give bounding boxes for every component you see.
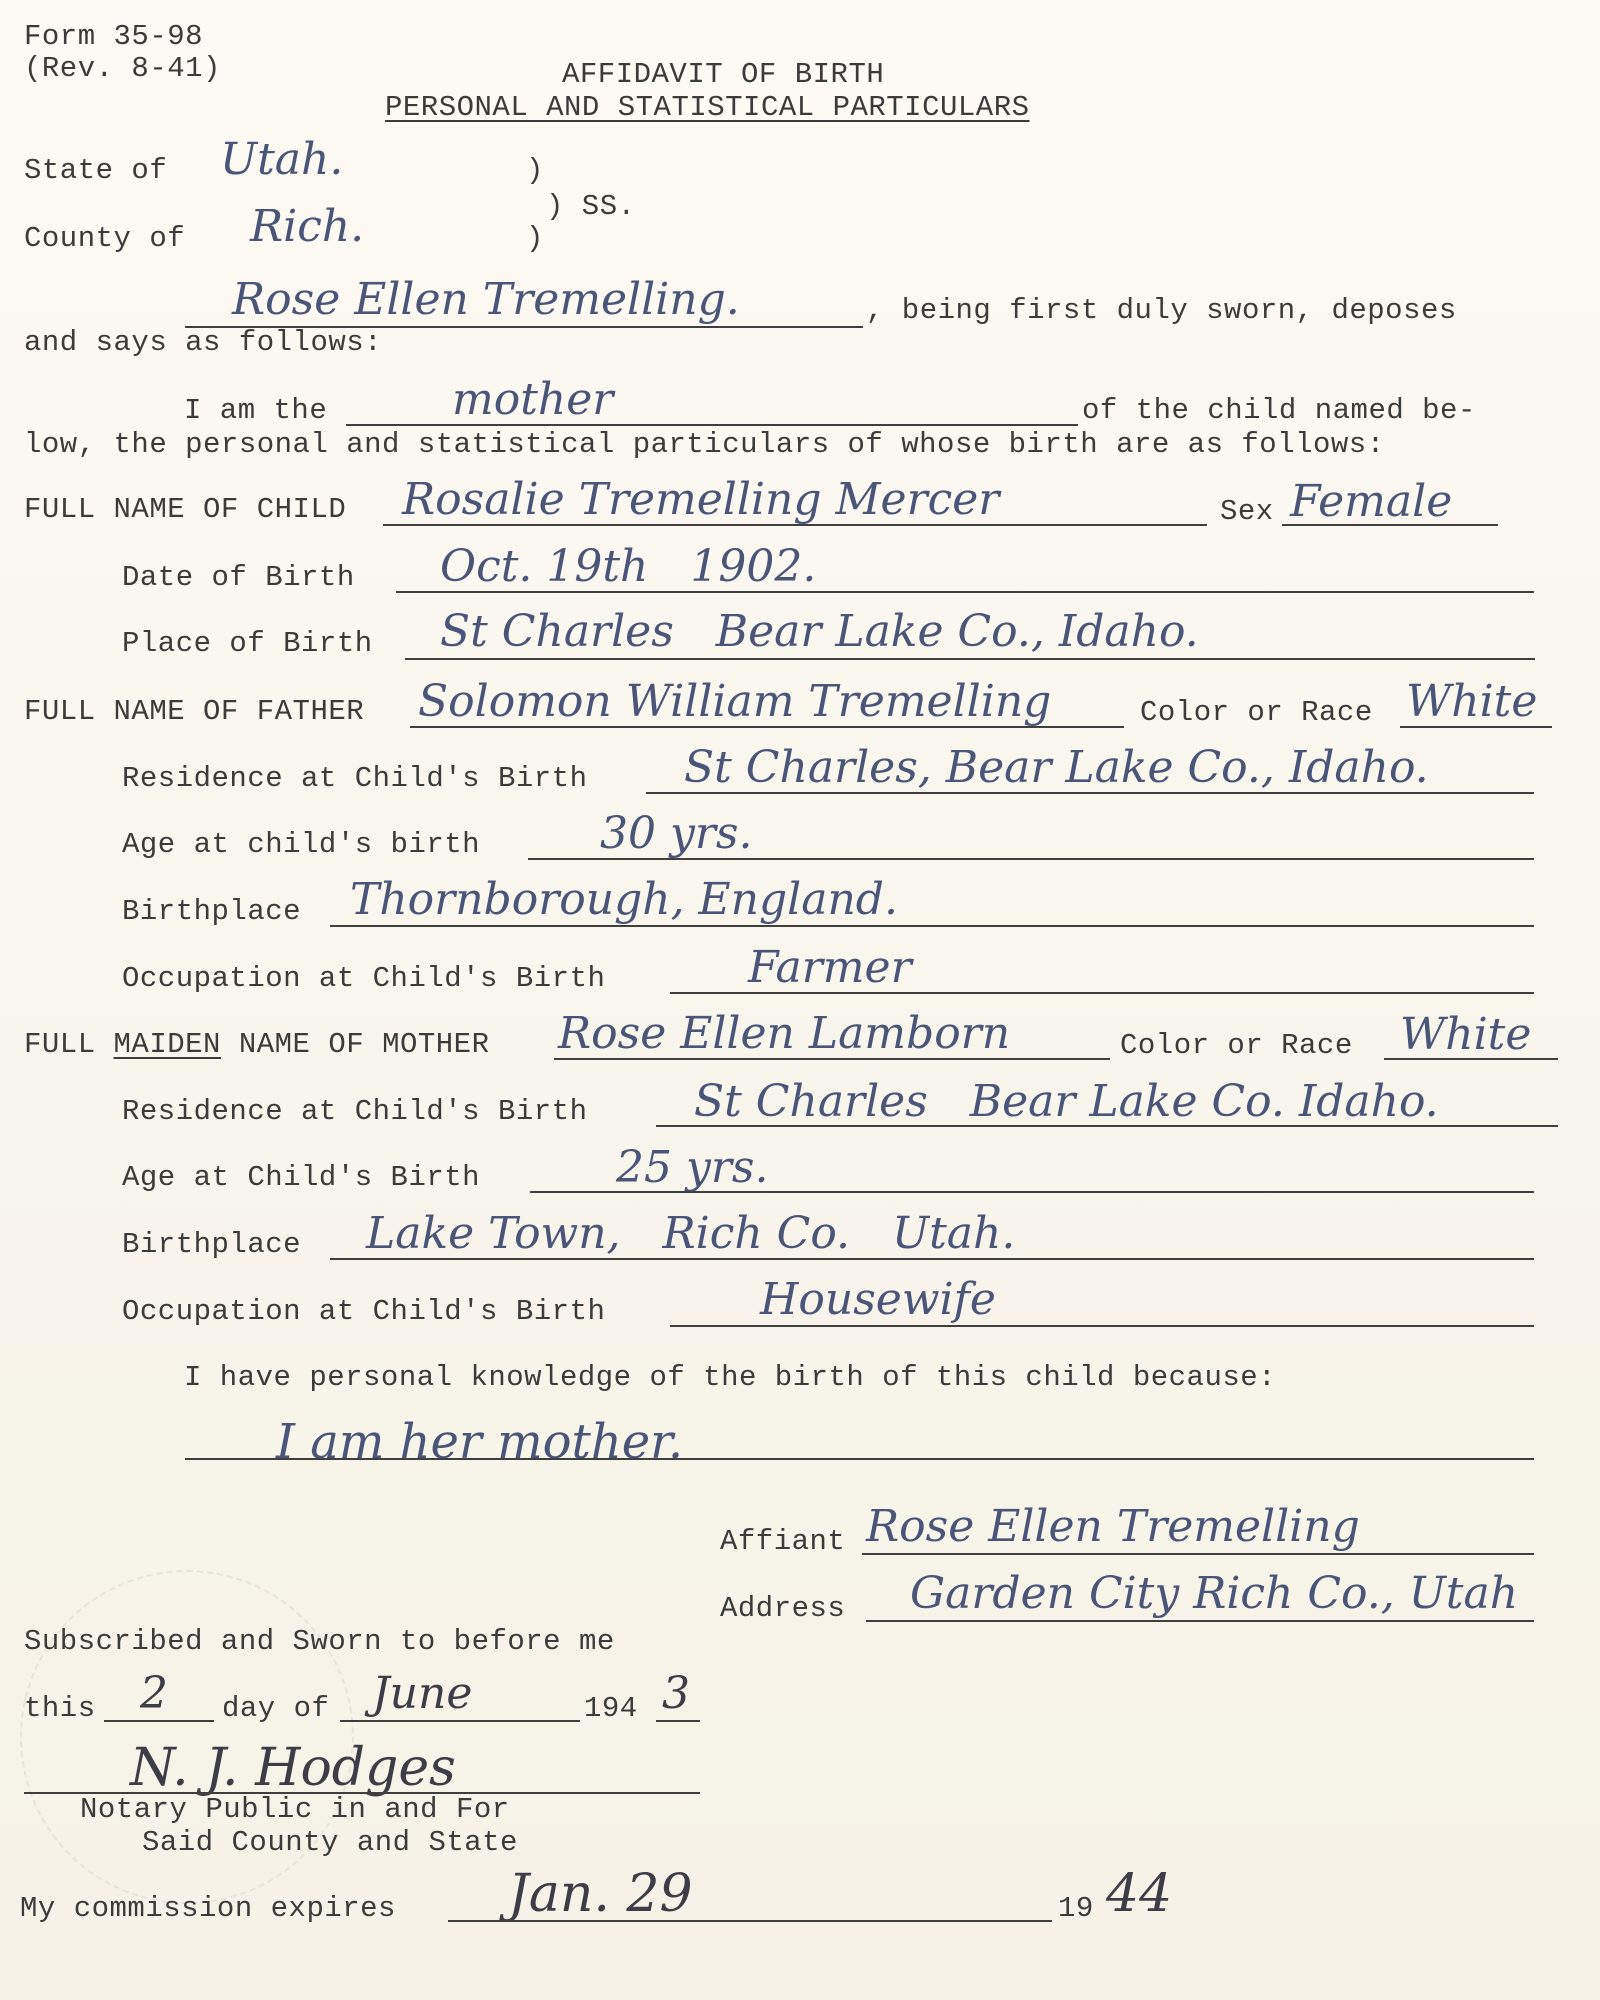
commission-label: My commission expires (20, 1892, 396, 1925)
relation-line (346, 424, 1078, 426)
address-label: Address (720, 1592, 846, 1625)
commission-year-digits: 44 (1106, 1864, 1173, 1924)
mother-birthplace-value: Lake Town, Rich Co. Utah. (366, 1208, 1016, 1259)
father-age-label: Age at child's birth (122, 828, 481, 861)
ss-label: ) SS. (546, 190, 636, 223)
deponent-text-2: and says as follows: (24, 326, 383, 359)
mother-race-line (1384, 1058, 1558, 1060)
mother-occupation-line (670, 1325, 1534, 1327)
father-birthplace-line (330, 925, 1534, 927)
relation-suffix: of the child named be- (1082, 394, 1476, 427)
commission-year-prefix: 19 (1058, 1892, 1094, 1925)
jurat-day-of: day of (222, 1692, 330, 1725)
mother-birthplace-line (330, 1258, 1534, 1260)
mother-occupation-value: Housewife (760, 1274, 996, 1325)
jurat-year-prefix: 194 (584, 1692, 638, 1725)
relation-line-2: low, the personal and statistical particulars of whose birth are as follows: (24, 428, 1385, 461)
father-birthplace-value: Thornborough, England. (350, 874, 898, 925)
jurat-this: this (24, 1692, 96, 1725)
bracket-bottom: ) (526, 222, 544, 255)
father-name-line (410, 726, 1124, 728)
child-pob-line (405, 658, 1535, 660)
affiant-label: Affiant (720, 1525, 846, 1558)
father-age-value: 30 yrs. (600, 808, 753, 859)
county-value: Rich. (250, 201, 365, 252)
bracket-top: ) (526, 154, 544, 187)
mother-age-label: Age at Child's Birth (122, 1161, 481, 1194)
child-sex-line (1282, 524, 1498, 526)
mother-race-value: White (1400, 1009, 1532, 1060)
jurat-day-value: 2 (140, 1668, 168, 1719)
child-sex-label: Sex (1220, 495, 1274, 528)
jurat-month-line (340, 1720, 580, 1722)
knowledge-value: I am her mother. (276, 1414, 684, 1470)
mother-name-line (554, 1058, 1110, 1060)
knowledge-label: I have personal knowledge of the birth of this child because: (184, 1361, 1277, 1394)
father-occupation-label: Occupation at Child's Birth (122, 962, 606, 995)
state-value: Utah. (220, 134, 344, 185)
child-sex-value: Female (1290, 476, 1453, 527)
notary-title-2: Said County and State (142, 1826, 518, 1859)
mother-residence-label: Residence at Child's Birth (122, 1095, 588, 1128)
child-name-label: FULL NAME OF CHILD (24, 493, 347, 526)
relation-value: mother (452, 374, 614, 425)
child-dob-value: Oct. 19th 1902. (440, 541, 817, 592)
document-subtitle: PERSONAL AND STATISTICAL PARTICULARS (385, 91, 1030, 124)
county-label: County of (24, 222, 186, 255)
father-residence-label: Residence at Child's Birth (122, 762, 588, 795)
father-residence-value: St Charles, Bear Lake Co., Idaho. (684, 742, 1429, 793)
mother-race-label: Color or Race (1120, 1029, 1353, 1062)
father-age-line (528, 858, 1534, 860)
father-occupation-line (670, 992, 1534, 994)
mother-birthplace-label: Birthplace (122, 1228, 302, 1261)
father-race-label: Color or Race (1140, 696, 1373, 729)
jurat-year-line (656, 1720, 700, 1722)
father-birthplace-label: Birthplace (122, 895, 302, 928)
deponent-name: Rose Ellen Tremelling. (232, 274, 740, 325)
affiant-signature: Rose Ellen Tremelling (866, 1501, 1360, 1552)
affiant-line (862, 1553, 1534, 1555)
form-revision: (Rev. 8-41) (24, 52, 221, 85)
father-occupation-value: Farmer (748, 942, 912, 993)
relation-prefix: I am the (184, 394, 328, 427)
child-pob-label: Place of Birth (122, 627, 373, 660)
commission-date-line (448, 1920, 1052, 1922)
father-race-value: White (1406, 676, 1538, 727)
document-title: AFFIDAVIT OF BIRTH (562, 58, 885, 91)
mother-age-value: 25 yrs. (616, 1142, 769, 1193)
child-dob-line (396, 591, 1534, 593)
notary-signature: N. J. Hodges (130, 1738, 456, 1798)
jurat-year-digit: 3 (662, 1668, 690, 1719)
address-value: Garden City Rich Co., Utah (910, 1568, 1519, 1619)
mother-name-label: FULL MAIDEN NAME OF MOTHER (24, 1028, 490, 1061)
form-number: Form 35-98 (24, 20, 204, 53)
state-label: State of (24, 154, 168, 187)
father-race-line (1400, 726, 1552, 728)
knowledge-line (185, 1458, 1534, 1460)
father-name-label: FULL NAME OF FATHER (24, 695, 365, 728)
jurat-line-1: Subscribed and Sworn to before me (24, 1625, 615, 1658)
mother-occupation-label: Occupation at Child's Birth (122, 1295, 606, 1328)
mother-age-line (530, 1191, 1534, 1193)
notary-title-1: Notary Public in and For (80, 1793, 510, 1826)
mother-residence-value: St Charles Bear Lake Co. Idaho. (694, 1076, 1439, 1127)
child-name-line (383, 524, 1207, 526)
jurat-day-line (104, 1720, 214, 1722)
mother-name-value: Rose Ellen Lamborn (558, 1008, 1011, 1059)
father-name-value: Solomon William Tremelling (418, 676, 1052, 727)
address-line (866, 1620, 1534, 1622)
child-name-value: Rosalie Tremelling Mercer (402, 474, 1000, 525)
father-residence-line (646, 792, 1534, 794)
commission-date: Jan. 29 (508, 1864, 693, 1924)
child-dob-label: Date of Birth (122, 561, 355, 594)
child-pob-value: St Charles Bear Lake Co., Idaho. (440, 606, 1199, 657)
deponent-text-1: , being first duly sworn, deposes (866, 294, 1457, 327)
mother-residence-line (656, 1125, 1558, 1127)
jurat-month-value: June (372, 1668, 473, 1719)
